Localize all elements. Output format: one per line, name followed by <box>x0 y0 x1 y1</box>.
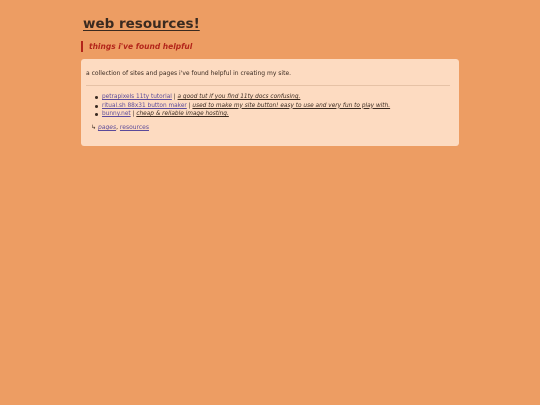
breadcrumb <box>91 124 149 131</box>
breadcrumb-pages-link[interactable]: pages <box>97 124 117 131</box>
bullet-icon <box>95 113 98 116</box>
resource-description[interactable]: a good tut if you find 11ty docs confusing. <box>177 94 301 100</box>
separator: | <box>173 94 176 100</box>
resource-list <box>94 93 390 119</box>
resource-link-bunny[interactable]: bunny.net <box>102 111 131 117</box>
bullet-icon <box>95 105 98 108</box>
separator: | <box>188 102 191 109</box>
resource-description[interactable]: cheap & reliable image hosting. <box>136 111 229 117</box>
resources-card <box>81 59 459 146</box>
intro-text: a collection of sites and pages i've found helpful in creating my site. <box>86 70 292 77</box>
separator: | <box>132 111 135 117</box>
return-arrow-icon: ↳ <box>91 124 97 131</box>
divider <box>86 85 450 86</box>
resource-description[interactable]: used to make my site button! easy to use and very fun to play with. <box>192 102 391 109</box>
resource-link-ritual[interactable]: ritual.sh 88x31 button maker <box>102 102 187 109</box>
breadcrumb-resources-link[interactable]: resources <box>119 124 149 131</box>
list-item <box>94 102 390 111</box>
bullet-icon <box>95 96 98 99</box>
breadcrumb-comma: , <box>116 124 118 131</box>
resource-link-petrapixels[interactable]: petrapixels 11ty tutorial <box>102 94 172 100</box>
page-title[interactable]: web resources! <box>83 16 200 32</box>
page-subtitle: things i've found helpful <box>81 41 192 52</box>
list-item <box>94 110 390 119</box>
list-item <box>94 93 390 102</box>
